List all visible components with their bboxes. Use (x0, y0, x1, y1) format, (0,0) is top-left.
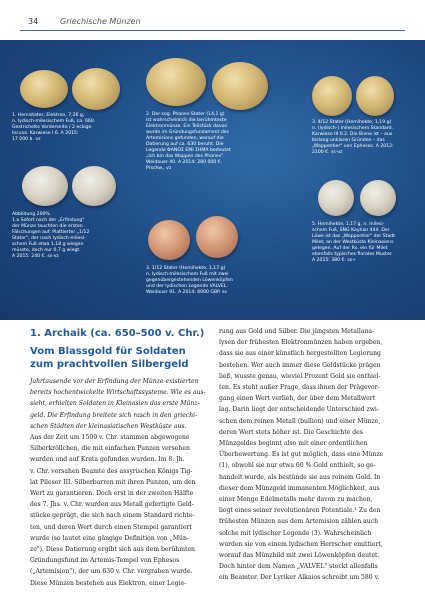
subheading-line: Vom Blassgold für Soldaten (30, 346, 186, 357)
coin-3-obverse (312, 76, 352, 116)
intro-paragraph (30, 376, 206, 432)
running-head: Griechische Münzen (60, 17, 141, 26)
coin-5-obverse (318, 180, 354, 216)
coin-5-reverse (360, 180, 396, 216)
section-heading: 1. Archaik (ca. 650–500 v. Chr.) (30, 328, 205, 339)
coin-1a-obverse (22, 166, 68, 206)
text-line: ten, und deren Wert durch einen Stempel garantiert (30, 523, 192, 531)
text-line: ließ, wusste genau, wieviel Prozent Gold sie enthiel- (219, 372, 381, 380)
caption-line: A 2015: 380 €. ss+ (312, 258, 357, 263)
caption-line: 1.a Sofort nach der „Erfindung" (12, 218, 85, 223)
text-line: deren Wert stets höher ist. Die Geschichte des (219, 428, 363, 436)
caption-line: schem Fuß, SNG Kayhan 444. Der (312, 228, 390, 233)
text-line: lag. Darin liegt der entscheidende Unterschied zwi- (219, 406, 379, 414)
text-line: ein Beamter. Der Lyriker Alkaios schreibt um 580 v. (219, 574, 380, 582)
subheading-line: zum prachtvollen Silbergeld (30, 359, 189, 370)
text-line: frühesten Münzen aus dem Artemision zählen auch (219, 518, 379, 526)
text-line: wurden und auf Kreta gefunden wurden. Im 8. Jh. (30, 456, 185, 464)
caption-line: 3. 1/12 Stater (Hemihekte, 1,17 g) (146, 266, 226, 271)
text-line: liegt eines seiner revolutionären Potentiale.¹ Zu den (219, 507, 381, 515)
text-line: Münzgeldes beginnt also mit einer ordentlichen (219, 440, 368, 448)
text-line: geld. Die Erfindung breitete sich rasch in den griechi- (30, 411, 198, 419)
text-line: („Artemision"), der um 630 v. Chr. vergraben wurde. (30, 568, 193, 576)
caption-line: bislang unklaren Gründen – das (312, 138, 385, 143)
text-line: Doch hinter dem Namen „VALVEL" steckt allenfalls (219, 563, 378, 571)
caption-line: der Münze tauchten die ersten (12, 224, 83, 229)
text-line: Jahrtausende vor der Erfindung der Münze existierten (30, 378, 199, 385)
caption-line: müsste, doch nur 0,7 g wiegt. (12, 248, 81, 253)
text-line: solche mit lydischer Legende (3). Wahrscheinlich (219, 529, 372, 537)
caption-line: „Wappentier" von Ephesos. A 2012: (312, 144, 394, 149)
caption-line: Löwe ist das „Wappentier" der Stadt (312, 234, 395, 239)
caption-line: Weidauer 91. A 2014: 6000 GBP. ss (146, 290, 227, 295)
coin-1-obverse (20, 70, 68, 108)
caption-line: 2100 €. ss-vz (312, 150, 343, 155)
text-line: lat Pileser III. Silberbarren mit ihren Punzen, um den (30, 478, 196, 486)
caption-line: ebenfalls typisches florales Muster. (312, 252, 393, 257)
coin-2-reverse (212, 62, 268, 110)
caption-1 (12, 113, 95, 143)
caption-line: gegenübergestehenden Löwenköpfen (146, 278, 233, 283)
caption-line: Milet, an der Westküste Kleinasiens (312, 240, 394, 245)
text-line: (1), obwohl sie nur etwa 60 % Gold enthielt, so ge- (219, 462, 376, 470)
caption-line: Elektronmünze. Ein Teilstück davon (146, 124, 228, 129)
caption-line: Gestrichelte Vorderseite / 2 eckige (12, 125, 92, 130)
caption-line: Fälschungen auf: Plattierter „1/12 (12, 230, 90, 235)
section-subheading (30, 345, 189, 371)
coin-1a-reverse (72, 166, 116, 206)
coin-1-reverse (72, 68, 120, 110)
text-line: schen Städten der kleinasiatischen Westküste aus. (30, 422, 187, 430)
text-line: bestehen. Wer auch immer diese Geldstücke prägen (219, 361, 381, 369)
caption-line: n. lydisch-milesischem Fuß mit zwei (146, 272, 229, 277)
text-line: Gründungsfund im Artemis-Tempel von Ephesos (30, 557, 180, 565)
caption-line: Stater", der nach lydisch-milesi- (12, 236, 86, 241)
caption-2 (146, 112, 231, 172)
text-line: Aus der Zeit um 1500 v. Chr. stammen abgewogene (30, 434, 190, 442)
caption-line: 5. Hemihekte, 1,17 g, n. milesi- (312, 222, 385, 227)
text-line: Überbewertung. Es ist gut möglich, dass eine Münze (219, 451, 384, 459)
text-line: stücke geprägt, die sich nach einem Standard richte- (30, 512, 195, 520)
caption-line: schem Fuß etwa 1,18 g wiegen (12, 242, 84, 247)
text-line: wurde (so lautet eine gängige Definition von „Mün- (30, 534, 189, 542)
caption-line: Legende ΦANOΣ EMI ΣHMA bedeutet (146, 148, 231, 153)
caption-line: A 2015: 240 €. ss-vz (12, 254, 59, 259)
text-line: worauf das Münzbild mit zwei Löwenköpfen deutet. (219, 552, 380, 560)
text-line: ten. Es steht außer Frage, dass ihnen der Prägevor- (219, 384, 380, 392)
caption-5 (312, 222, 395, 264)
caption-line: und der lydischen Legende VALVEL. (146, 284, 228, 289)
caption-line: 17 000 $. vz (12, 137, 41, 142)
caption-6 (146, 266, 233, 296)
text-line: einer Menge Edelmetalls mehr davon zu machen, (219, 496, 373, 504)
text-line: gang einen Wert verlieh, der über dem Metallwert (219, 395, 376, 403)
caption-line: Artemisions gefunden, worauf die (146, 136, 224, 141)
page-header (0, 0, 425, 34)
coin-2-obverse (146, 58, 206, 106)
text-line: des 7. Jhs. v. Chr. wurden aus Metall gefertigte Geld- (30, 501, 194, 509)
caption-line: Incusa. Karwiese I.6. A 2015: (12, 131, 79, 136)
coin-6-obverse (148, 220, 190, 260)
right-column (219, 326, 383, 584)
text-line: Wert zu garantieren. Doch erst in der zweiten Hälfte (30, 490, 194, 498)
caption-line: gelegen. Auf der Rs. ein für Milet (312, 246, 388, 251)
caption-line: 3. 4/12 Stater (Hemihekte, 1,19 g) (312, 120, 392, 125)
caption-line: n. lydisch-milesischem Fuß, ca. 660. (12, 119, 96, 124)
text-line: Diese Münzen bestehen aus Elektron, einer Legie- (30, 579, 187, 587)
coin-photo-panel (0, 40, 425, 320)
coin-6-reverse (196, 216, 238, 258)
caption-line: Weidauer 40. A 2014: 280 000 €. (146, 160, 223, 165)
section-divider (0, 320, 425, 322)
caption-line: Datierung auf ca. 630 beruht. Die (146, 142, 224, 147)
text-line: dass sie aus einer künstlich hergestellten Legierung (219, 350, 381, 358)
caption-3 (312, 120, 394, 156)
text-line: lysen der frühesten Elektronmünzen haben ergeben, (219, 339, 383, 347)
text-line: sieht, erhielten Soldaten in Kleinasien das erste Münz- (30, 400, 200, 408)
caption-line: Abbildung 200% (12, 212, 50, 217)
body-paragraph (30, 432, 206, 589)
header-rule (20, 30, 405, 31)
caption-line: 2. Der sog. Phanes-Stater (14,1 g) (146, 112, 225, 117)
left-column (30, 376, 206, 589)
caption-line: n. (lydisch-) milesischem Standard. (312, 126, 394, 131)
text-line: dieser dem Münzgeld immanenten Möglichkeit, aus (219, 484, 380, 492)
caption-1a (12, 212, 89, 260)
caption-line: wurde im Gründungsfundament des (146, 130, 229, 135)
text-line: handelt wurde, als bestünde sie aus reinem Gold. In (219, 473, 381, 481)
text-line: rung aus Gold und Silber. Die jüngsten Metallana- (219, 328, 375, 335)
coin-3-reverse (356, 76, 394, 116)
text-line: Silberkröllchen, die mit einfachen Punzen versehen (30, 445, 190, 453)
caption-line: Karwiese III 0.2. Die Biene ist – aus (312, 132, 393, 137)
page-number: 34 (28, 17, 39, 26)
text-line: v. Chr. versahen Beamte des assyrischen Königs Tig- (30, 467, 193, 475)
text-line: wurden sie von einem lydischen Herrscher emittiert, (219, 540, 383, 548)
caption-line: 1. Hemistater, Elektron, 7,26 g, (12, 113, 85, 118)
caption-line: „Ich bin das Wappen des Phanes". (146, 154, 225, 159)
caption-line: Prschw., vz (146, 166, 172, 171)
text-line: bereits hochentwickelte Wirtschaftssysteme. Wie es aus- (30, 389, 206, 397)
caption-line: ist wahrscheinlich die berühmteste (146, 118, 227, 123)
text-line: schen dem reinen Metall (bullion) und einer Münze, (219, 417, 381, 425)
text-line: ze"). Diese Datierung ergibt sich aus dem berühmten (30, 546, 195, 554)
